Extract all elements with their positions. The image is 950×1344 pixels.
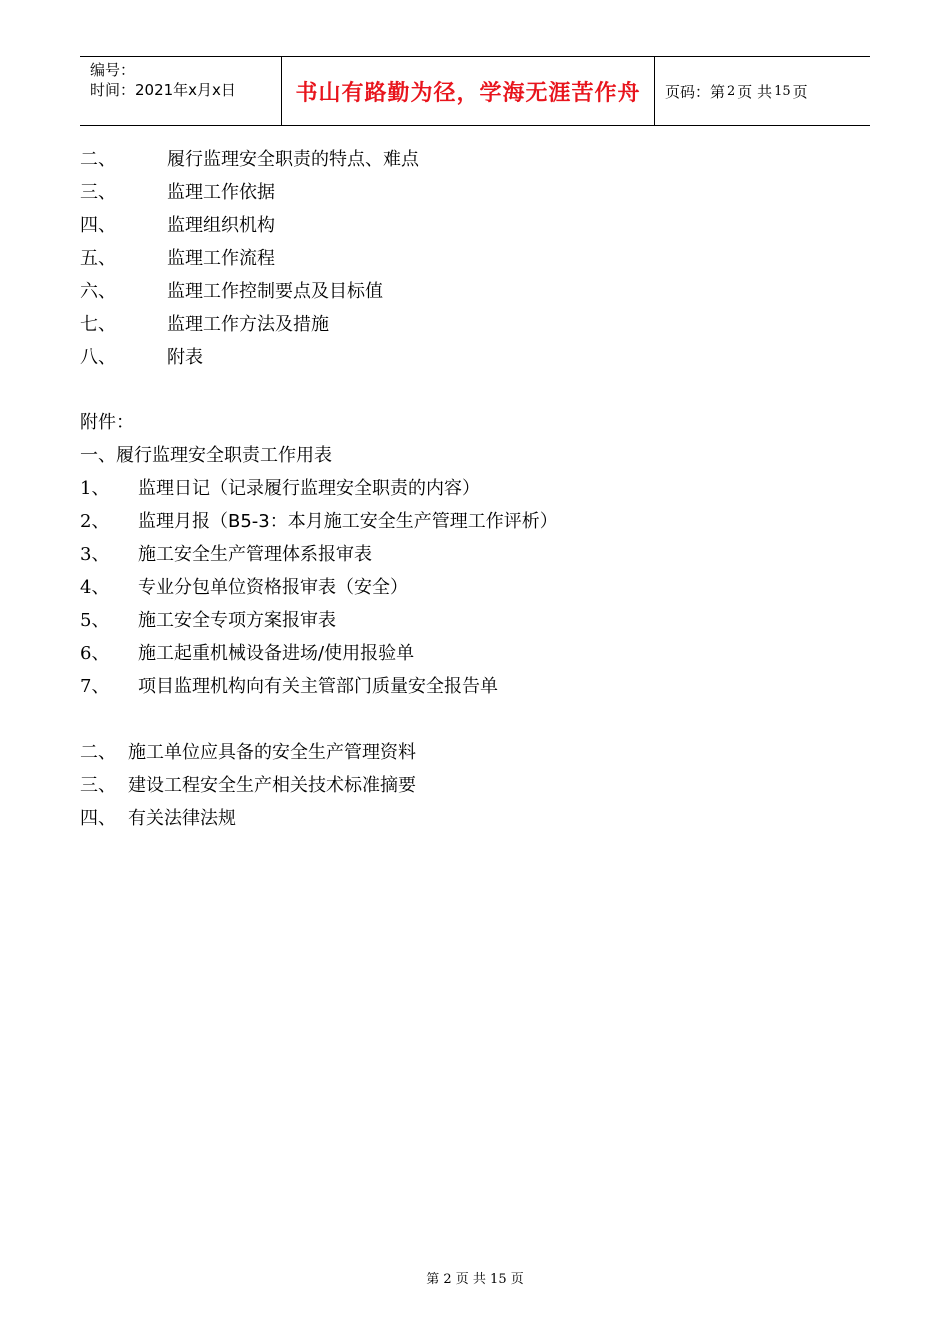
toc-item bbox=[80, 339, 419, 372]
toc-item-number: 三、 bbox=[80, 181, 116, 203]
tail-item-text: 建设工程安全生产相关技术标准摘要 bbox=[128, 774, 416, 796]
tail-item-text: 有关法律法规 bbox=[128, 807, 236, 829]
attachment-item-number: 4、 bbox=[80, 576, 110, 598]
toc-item-number: 七、 bbox=[80, 313, 116, 335]
toc-item bbox=[80, 207, 419, 240]
toc-item-text: 监理工作依据 bbox=[167, 181, 275, 203]
header-page-info bbox=[655, 57, 870, 125]
toc-item-text: 监理工作方法及措施 bbox=[167, 313, 329, 335]
attachment-item bbox=[80, 569, 558, 602]
toc-list bbox=[80, 141, 419, 372]
page-footer: 第 2 页 共 15 页 bbox=[426, 1272, 524, 1287]
attachment-item-number: 5、 bbox=[80, 609, 110, 631]
toc-item-number: 四、 bbox=[80, 214, 116, 236]
attachment-item-text: 专业分包单位资格报审表（安全） bbox=[138, 576, 408, 598]
toc-item-text: 履行监理安全职责的特点、难点 bbox=[167, 148, 419, 170]
page-current: 2 bbox=[727, 83, 736, 99]
toc-item bbox=[80, 240, 419, 273]
tail-item-text: 施工单位应具备的安全生产管理资料 bbox=[128, 741, 416, 763]
attachment-item bbox=[80, 503, 558, 536]
toc-item bbox=[80, 174, 419, 207]
tail-item bbox=[80, 767, 416, 800]
toc-item bbox=[80, 141, 419, 174]
toc-item-text: 监理组织机构 bbox=[167, 214, 275, 236]
attachment-item bbox=[80, 602, 558, 635]
toc-item bbox=[80, 273, 419, 306]
attachment-item-text: 施工安全生产管理体系报审表 bbox=[138, 543, 372, 565]
page-prefix: 页码：第 bbox=[665, 82, 726, 101]
page-total: 15 bbox=[774, 83, 791, 99]
attachment-item bbox=[80, 635, 558, 668]
attachment-tail-list bbox=[80, 734, 416, 833]
header-meta bbox=[80, 57, 282, 125]
attachment-item-text: 监理日记（记录履行监理安全职责的内容） bbox=[138, 477, 480, 499]
toc-item-text: 监理工作流程 bbox=[167, 247, 275, 269]
attachment-item bbox=[80, 470, 558, 503]
attachment-item-text: 监理月报（B5-3：本月施工安全生产管理工作评析） bbox=[138, 510, 558, 532]
attachment-item-number: 6、 bbox=[80, 642, 110, 664]
toc-item-number: 八、 bbox=[80, 346, 116, 368]
toc-item-text: 附表 bbox=[167, 346, 203, 368]
attachment-item-text: 项目监理机构向有关主管部门质量安全报告单 bbox=[138, 675, 498, 697]
time-label: 时间：2021年x月x日 bbox=[90, 81, 236, 99]
page-mid: 页 共 bbox=[737, 82, 773, 101]
tail-item bbox=[80, 734, 416, 767]
attachment-title: 附件： bbox=[80, 411, 134, 433]
tail-item bbox=[80, 800, 416, 833]
tail-item-number: 三、 bbox=[80, 774, 116, 796]
tail-item-number: 二、 bbox=[80, 741, 116, 763]
attachment-item-number: 2、 bbox=[80, 510, 110, 532]
attachment-item bbox=[80, 536, 558, 569]
number-label: 编号： bbox=[90, 61, 136, 79]
page-header bbox=[80, 56, 870, 126]
attachment-item-number: 3、 bbox=[80, 543, 110, 565]
attachment-item-text: 施工安全专项方案报审表 bbox=[138, 609, 336, 631]
header-motto: 书山有路勤为径，学海无涯苦作舟 bbox=[282, 57, 655, 125]
page-suffix: 页 bbox=[792, 82, 808, 101]
attachment-item-number: 1、 bbox=[80, 477, 110, 499]
attachment-item bbox=[80, 668, 558, 701]
tail-item-number: 四、 bbox=[80, 807, 116, 829]
toc-item-number: 五、 bbox=[80, 247, 116, 269]
attachment-group-title: 一、履行监理安全职责工作用表 bbox=[80, 444, 332, 466]
toc-item-text: 监理工作控制要点及目标值 bbox=[167, 280, 383, 302]
toc-item bbox=[80, 306, 419, 339]
attachment-item-text: 施工起重机械设备进场/使用报验单 bbox=[138, 642, 415, 664]
attachment-item-number: 7、 bbox=[80, 675, 110, 697]
toc-item-number: 六、 bbox=[80, 280, 116, 302]
attachment-section bbox=[80, 404, 558, 701]
toc-item-number: 二、 bbox=[80, 148, 116, 170]
